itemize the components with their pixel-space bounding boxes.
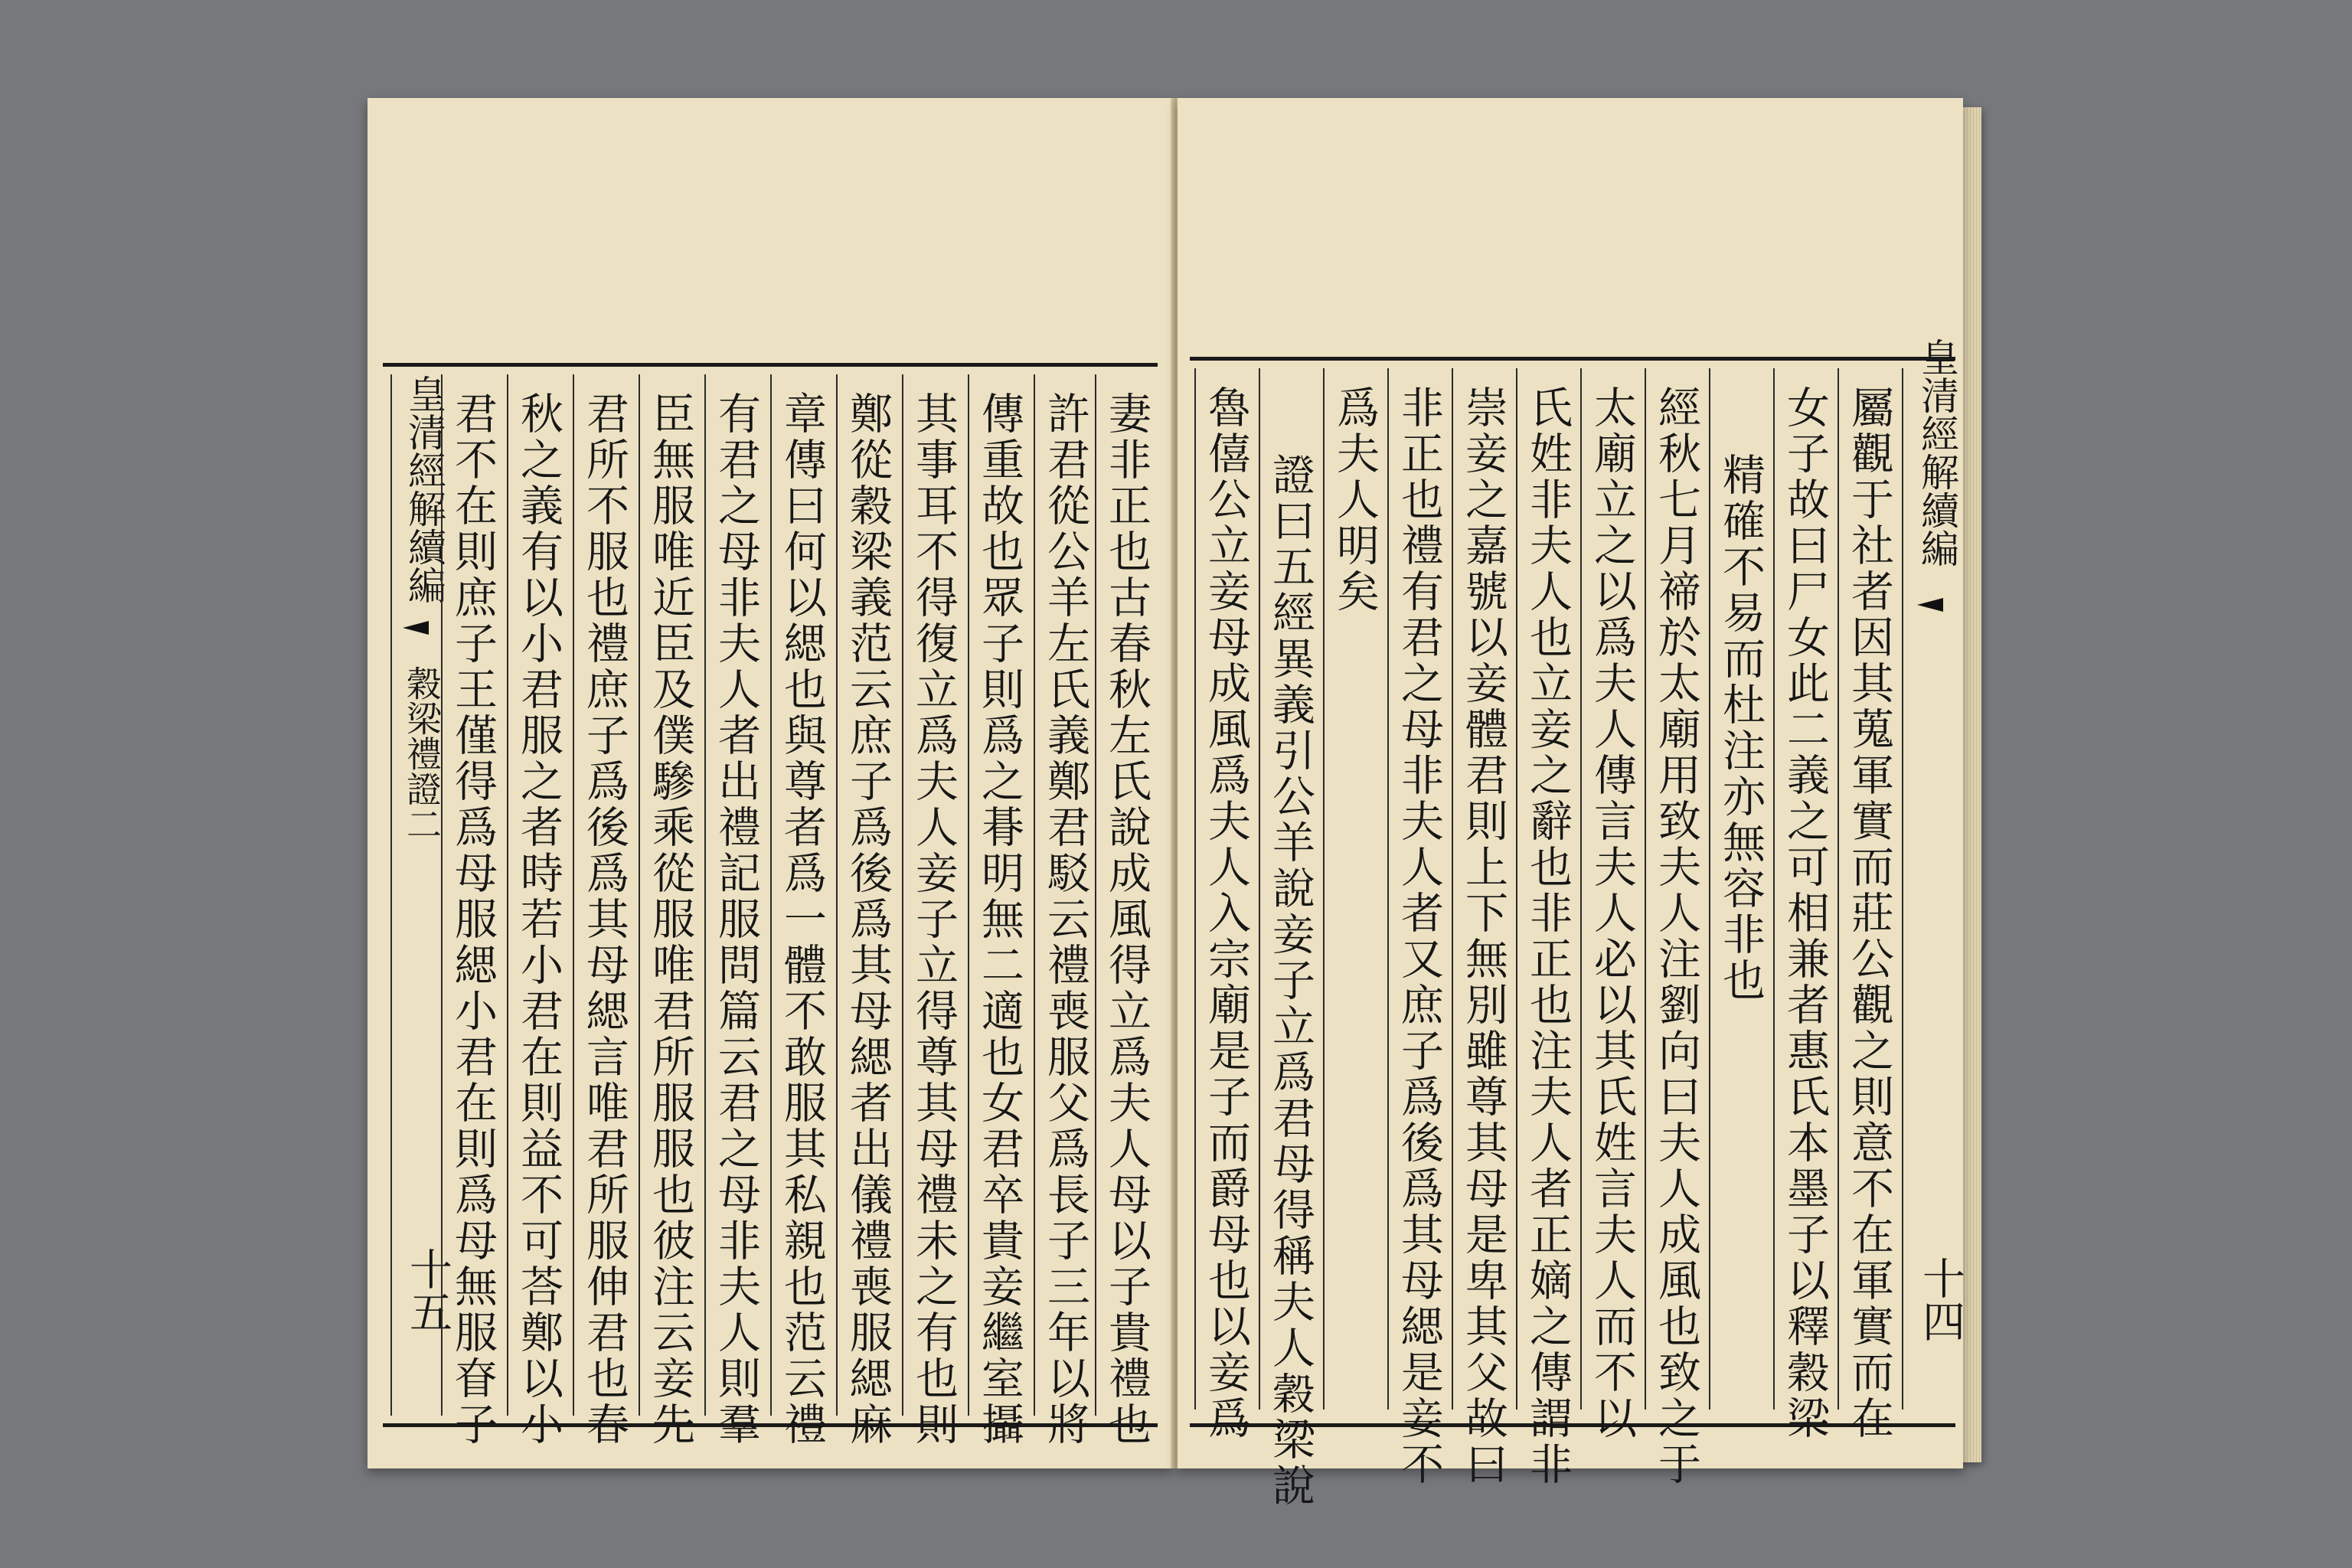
right-margin-column xyxy=(1902,338,1965,1410)
right-column-3: 精確不易而杜注亦無容非也 xyxy=(1709,368,1775,1410)
right-column-8: 非正也禮有君之母非夫人者又庶子爲後爲其母緦是妾不 xyxy=(1387,368,1453,1410)
right-column-7: 崇妾之嘉號以妾體君則上下無別雖尊其母是卑其父故曰 xyxy=(1452,368,1517,1410)
right-column-1: 屬觀于社者因其蒐軍實而莊公觀之則意不在軍實而在 xyxy=(1838,368,1903,1410)
left-margin-column xyxy=(390,374,452,1416)
left-page xyxy=(368,98,1173,1468)
left-column-7: 有君之母非夫人者出禮記服問篇云君之母非夫人則羣 xyxy=(704,374,772,1416)
right-page xyxy=(1178,98,1965,1509)
right-column-6: 氏姓非夫人也立妾之辭也非正也注夫人者正嫡之傳謂非 xyxy=(1516,368,1582,1410)
left-column-5: 鄭從穀梁義范云庶子爲後爲其母緦者出儀禮喪服緦麻 xyxy=(836,374,903,1416)
right-margin-folio: 十四 xyxy=(1916,1256,1965,1342)
right-column-4: 經秋七月禘於太廟用致夫人注劉向曰夫人成風也致之于 xyxy=(1645,368,1710,1410)
left-page-text-frame xyxy=(383,363,1158,1448)
left-column-10: 秋之義有以小君服之者時若小君在則益不可荅鄭以小 xyxy=(507,374,574,1416)
right-column-10: 證曰五經異義引公羊說妾子立爲君母得稱夫人穀梁說 xyxy=(1259,368,1325,1410)
left-margin-folio: 十五 xyxy=(403,1247,452,1333)
left-column-8: 臣無服唯近臣及僕驂乘從服唯君所服服也彼注云妾先 xyxy=(639,374,706,1416)
right-margin-title: 皇清經解續編 xyxy=(1915,338,1959,567)
left-column-2: 許君從公羊左氏義鄭君駁云禮喪服父爲長子三年以將 xyxy=(1034,374,1096,1416)
left-column-4: 其事耳不得復立爲夫人妾子立得尊其母禮未之有也則 xyxy=(902,374,969,1416)
right-column-5: 太廟立之以爲夫人傳言夫人必以其氏姓言夫人而不以 xyxy=(1580,368,1646,1410)
left-column-9: 君所不服也禮庶子爲後爲其母緦言唯君所服伸君也春 xyxy=(573,374,640,1416)
right-column-11: 魯僖公立妾母成風爲夫人入宗廟是子而爵母也以妾爲 xyxy=(1194,368,1260,1410)
left-column-1: 妻非正也古春秋左氏說成風得立爲夫人母以子貴禮也 xyxy=(1095,374,1158,1416)
left-column-6: 章傳曰何以緦也與尊者爲一體不敢服其私親也范云禮 xyxy=(770,374,838,1416)
fold-mark-icon xyxy=(1917,598,1943,612)
left-margin-title: 皇清經解續編 xyxy=(402,374,446,604)
left-margin-section: 穀梁禮證二 xyxy=(401,665,443,841)
open-book xyxy=(368,98,1991,1509)
left-column-11: 君不在則庶子王僅得爲母服緦小君在則爲母無服眘子 xyxy=(441,374,508,1416)
right-column-2: 女子故曰尸女此二義之可相兼者惠氏本墨子以釋穀梁 xyxy=(1773,368,1839,1410)
fold-mark-icon xyxy=(403,621,429,635)
right-column-9: 爲夫人明矣 xyxy=(1323,368,1389,1410)
right-page-text-frame xyxy=(1190,338,1965,1509)
left-column-3: 傳重故也眾子則爲之朞明無二適也女君卒貴妾繼室攝 xyxy=(968,374,1035,1416)
